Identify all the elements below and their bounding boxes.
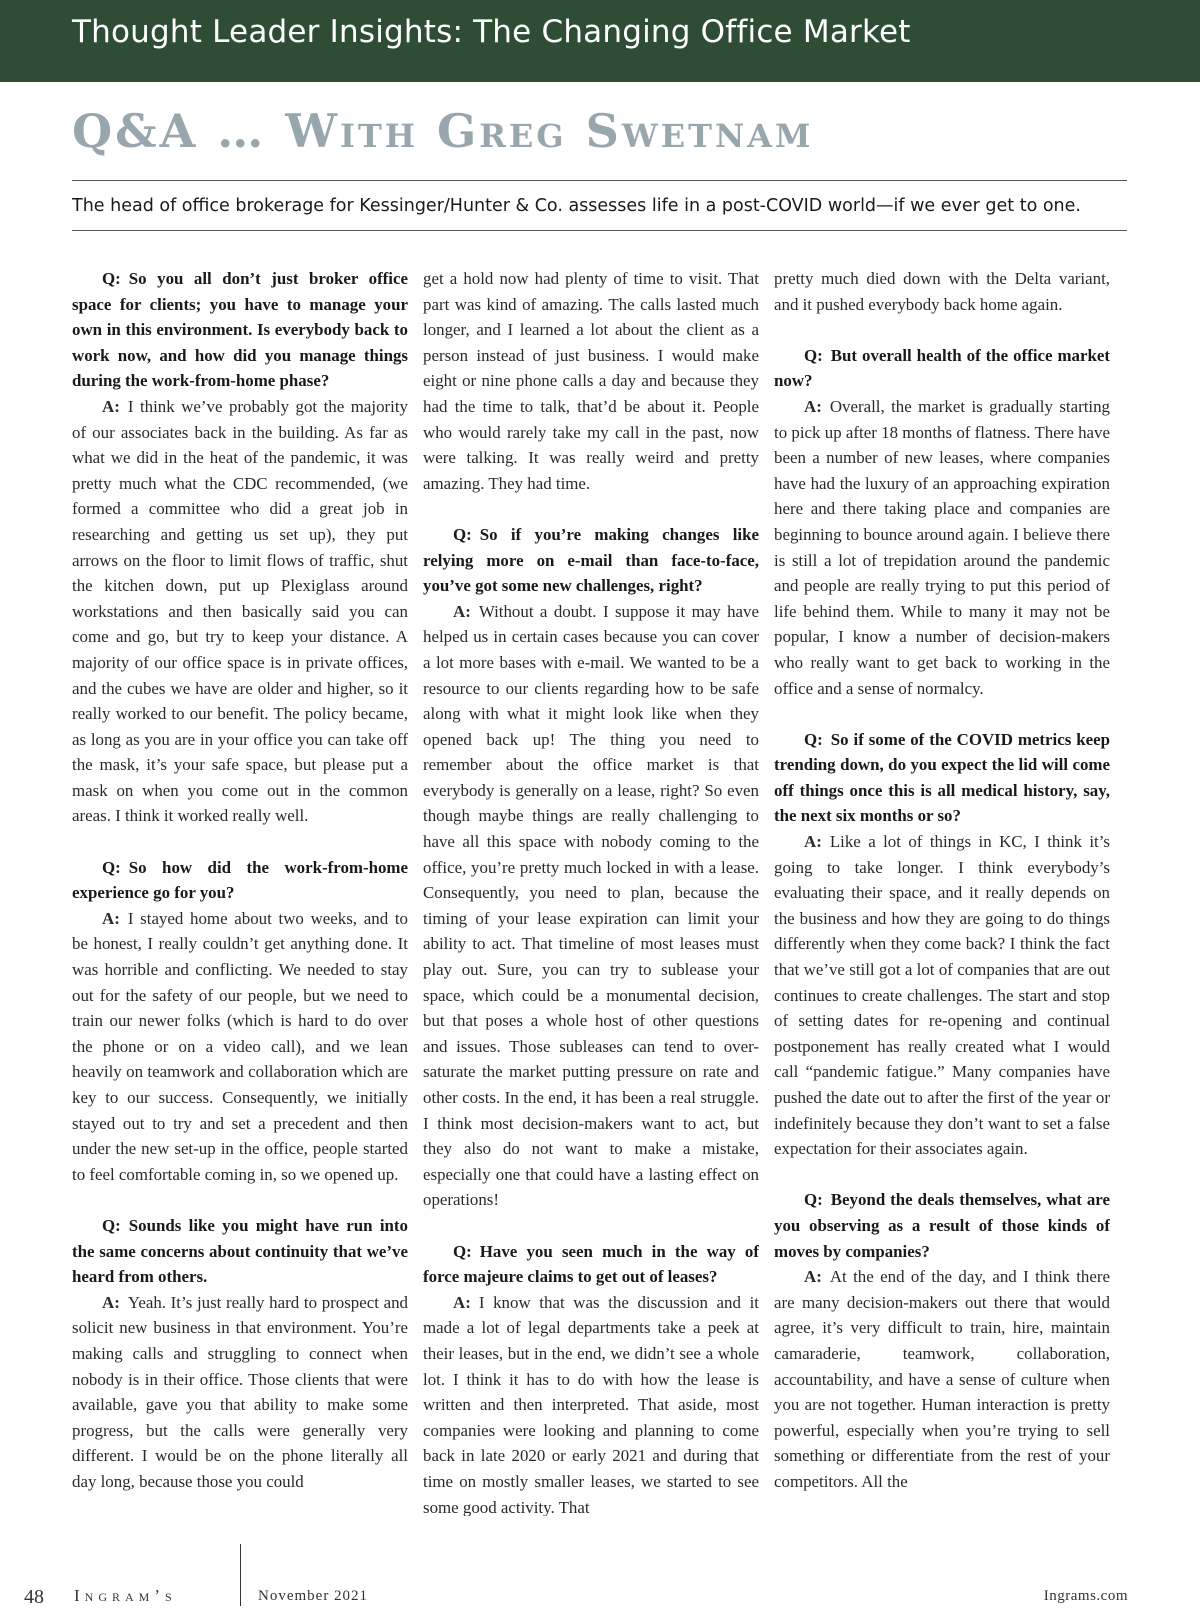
answer-text: I stayed home about two weeks, and to be honest, I really couldn’t get anything done. It was horrible and conflicting. We needed to stay out for the safety of our people, but we need to train our newer folks (which is hard to do over the phone or on a video call), and we lean heavily on teamwork and collaboration which are key to our success. Consequently, we initially stayed out to try and set a precedent and then under the new set-up in the office, people started to feel comfortable coming in, so we opened up. (72, 908, 408, 1184)
answer-label: A: (102, 1292, 120, 1312)
article-headline: Q&A … With Greg Swetnam (72, 104, 814, 158)
question-label: Q: (453, 1241, 472, 1261)
question-paragraph (774, 343, 1110, 394)
question-text: Beyond the deals themselves, what are you observing as a result of those kinds of moves by companies? (774, 1190, 1110, 1261)
answer-paragraph (72, 394, 408, 829)
answer-text: Without a doubt. I suppose it may have helped us in certain cases because you can cover a lot more bases with e-mail. We wanted to be a resource to our clients regarding how to be safe along with what it might look like when they opened back up! The thing you need to remember about the office market is that everybody is generally on a lease, right? So even though maybe things are really challenging to have all this space with nobody coming to the office, you’re pretty much locked in with a lease. Consequently, you need to plan, because the timing of your lease expiration can limit your ability to act. That timeline of most leases must play out. Sure, you can try to sublease your space, which could be a monumental decision, but that poses a whole host of other questions and issues. Those subleases can tend to over-saturate the market putting pressure on rate and other costs. In the end, it has been a real struggle. I think most decision-makers want to act, but they also do not want to make a mistake, especially one that could have a lasting effect on operations! (423, 601, 759, 1210)
question-label: Q: (804, 1190, 823, 1210)
answer-label: A: (102, 396, 120, 416)
header-banner (0, 0, 1200, 82)
question-text: So if some of the COVID metrics keep trending down, do you expect the lid will come off things once this is all medical history, say, the next six months or so? (774, 729, 1110, 826)
column-1 (72, 266, 408, 1516)
answer-paragraph (72, 906, 408, 1188)
question-text: So if you’re making changes like relying more on e-mail than face-to-face, you’ve got some new challenges, right? (423, 524, 759, 596)
answer-paragraph (774, 829, 1110, 1162)
column-3 (774, 266, 1110, 1516)
answer-paragraph (774, 394, 1110, 701)
question-label: Q: (453, 524, 472, 544)
answer-label: A: (102, 908, 120, 928)
magazine-name: Ingram’s (74, 1586, 177, 1605)
website-link[interactable]: Ingrams.com (1043, 1588, 1128, 1604)
answer-paragraph (423, 1290, 759, 1516)
answer-label: A: (804, 396, 822, 416)
question-paragraph (423, 522, 759, 599)
answer-text: Overall, the market is gradually starting to pick up after 18 months of flatness. There have been a number of new leases, where companies have had the luxury of an approaching expiration here and there taking place and companies are beginning to bounce around again. I believe there is still a lot of trepidation around the pandemic and people are really trying to put this period of life behind them. While to many it may not be popular, I know a number of decision-makers who really want to get back to working in the office and a sense of normalcy. (774, 396, 1110, 698)
answer-paragraph (72, 1290, 408, 1495)
question-label: Q: (102, 1215, 121, 1235)
continued-paragraph: pretty much died down with the Delta variant, and it pushed everybody back home again. (774, 269, 1110, 314)
answer-text: I think we’ve probably got the majority of our associates back in the building. As far as what we did in the heat of the pandemic, it was pretty much what the CDC recommended, (we formed a committee who did a great job in researching and getting us set up), they put arrows on the floor to limit flows of traffic, shut the kitchen down, put up Plexiglass around workstations and then basically said you can come and go, but try to keep your distance. A majority of our office space is in private offices, and the cubes we have are older and higher, so it really worked to our benefit. The policy became, as long as you are in your office you can take off the mask, it’s your safe space, but please put a mask on when you come out in the common areas. I think it worked really well. (72, 396, 408, 826)
column-2 (423, 266, 759, 1516)
question-paragraph (774, 1187, 1110, 1264)
question-paragraph (72, 855, 408, 906)
answer-text: Yeah. It’s just really hard to prospect and solicit new business in that environment. You’re making calls and struggling to connect when nobody is in their office. Those clients that were available, gave you that ability to make some progress, but the calls were generally very different. I would be on the phone literally all day long, because those you could (72, 1292, 408, 1491)
divider-bottom (72, 230, 1127, 231)
article-deck: The head of office brokerage for Kessinger/Hunter & Co. assesses life in a post-COVID world—if we ever get to one. (72, 196, 1081, 216)
footer-divider (240, 1544, 241, 1606)
answer-paragraph (774, 1264, 1110, 1494)
answer-label: A: (453, 601, 471, 621)
answer-text: Like a lot of things in KC, I think it’s going to take longer. I think everybody’s evaluating their space, and it really depends on the business and how they are going to do things differently when they come back? I think the fact that we’ve still got a lot of companies that are out continues to create challenges. The start and stop of setting dates for re-opening and continual postponement has really created what I would call “pandemic fatigue.” Many companies have pushed the date out to after the first of the year or indefinitely because they don’t want to set a false expectation for their associates again. (774, 832, 1110, 1159)
question-label: Q: (102, 269, 121, 288)
answer-label: A: (804, 832, 822, 852)
answer-paragraph (423, 599, 759, 1213)
issue-date: November 2021 (258, 1588, 369, 1604)
divider-top (72, 180, 1127, 181)
answer-label: A: (804, 1267, 822, 1287)
question-text: So you all don’t just broker office space for clients; you have to manage your own in this environment. Is everybody back to work now, and how did you manage things during the work-from-home phase? (72, 269, 408, 391)
continued-paragraph: get a hold now had plenty of time to visit. That part was kind of amazing. The calls lasted much longer, and I learned a lot about the client as a person instead of just business. I would make eight or nine phone calls a day and because they had the time to talk, that’d be about it. People who would rarely take my call in the past, now were talking. It was really weird and pretty amazing. They had time. (423, 269, 759, 493)
question-paragraph (423, 1239, 759, 1290)
question-label: Q: (804, 345, 823, 365)
question-text: Sounds like you might have run into the same concerns about continuity that we’ve heard from others. (72, 1215, 408, 1287)
question-paragraph (72, 1213, 408, 1290)
banner-title: Thought Leader Insights: The Changing Office Market (72, 14, 911, 50)
answer-text: At the end of the day, and I think there are many decision-makers out there that would agree, it’s very difficult to train, hire, maintain camaraderie, teamwork, collaboration, accountability, and have a sense of culture when you are not together. Human interaction is pretty powerful, especially when you’re trying to sell something or differentiate from the rest of your competitors. All the (774, 1267, 1110, 1491)
question-text: But overall health of the office market now? (774, 345, 1110, 391)
question-paragraph (72, 266, 408, 394)
page-number: 48 (24, 1586, 44, 1608)
question-text: Have you seen much in the way of force majeure claims to get out of leases? (423, 1241, 759, 1287)
question-label: Q: (102, 857, 121, 877)
question-label: Q: (804, 729, 823, 749)
answer-text: I know that was the discussion and it made a lot of legal departments take a peek at their leases, but in the end, we didn’t see a whole lot. I think it has to do with how the lease is written and then interpreted. That aside, most companies were looking and planning to come back in late 2020 or early 2021 and during that time on mostly smaller leases, we started to see some good activity. That (423, 1292, 759, 1516)
question-paragraph (774, 727, 1110, 829)
answer-label: A: (453, 1292, 471, 1312)
question-text: So how did the work-from-home experience go for you? (72, 857, 408, 903)
